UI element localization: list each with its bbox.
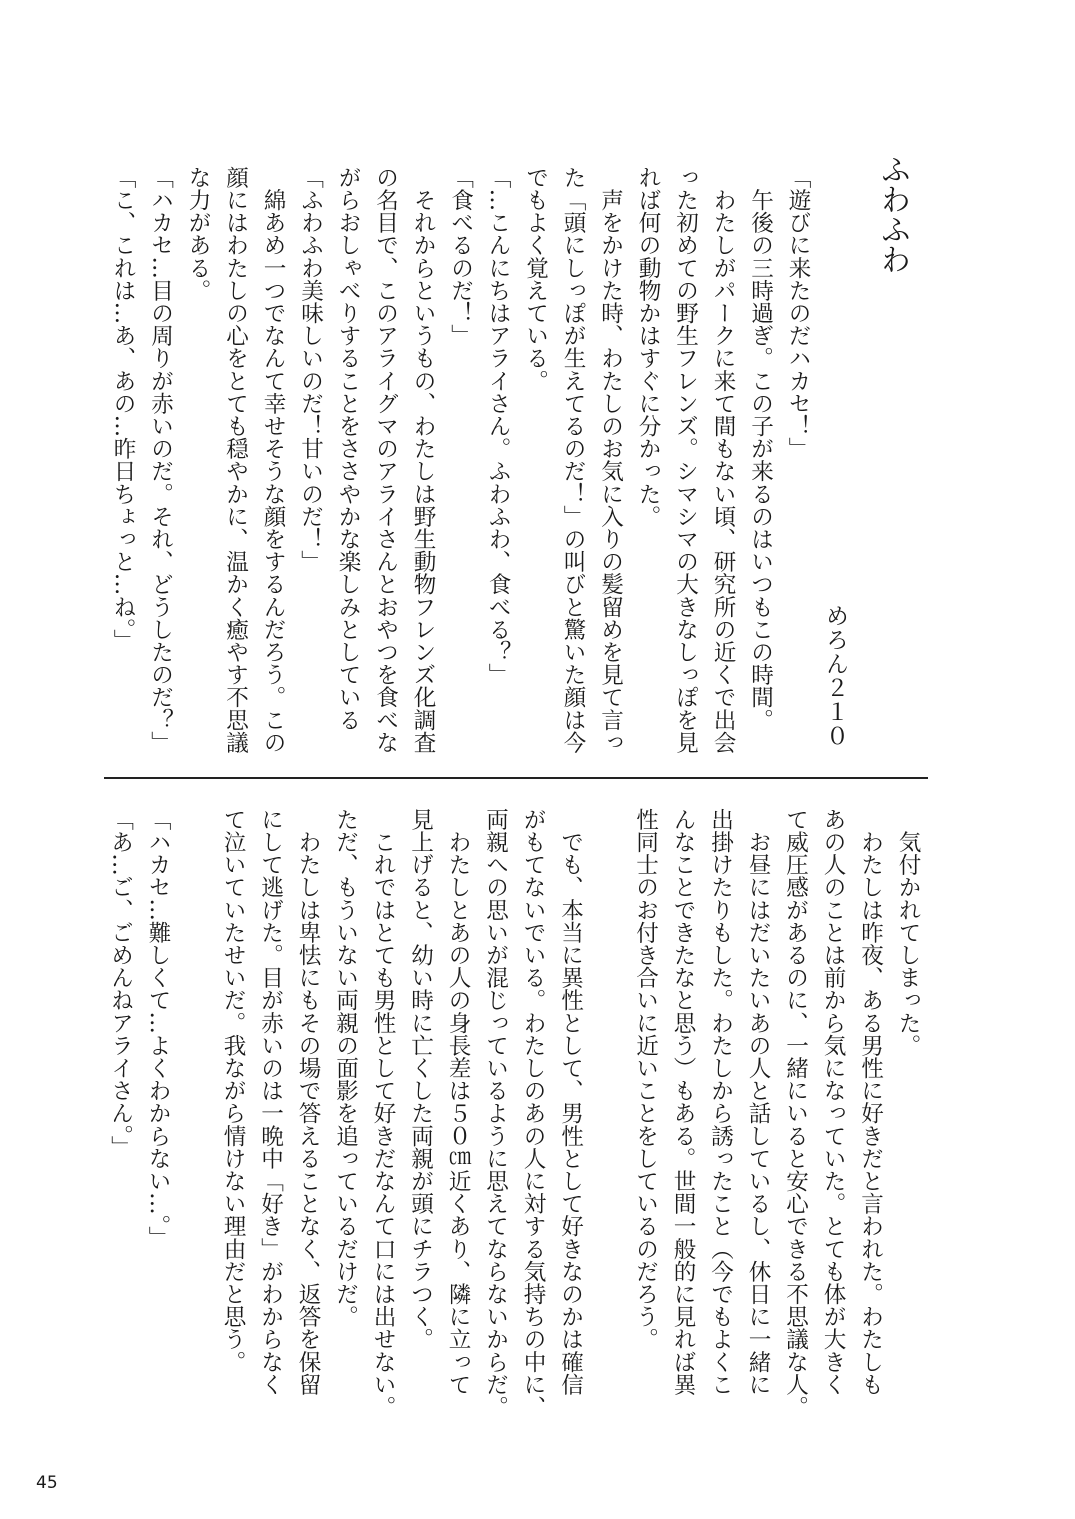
- author-name: めろん２１０: [822, 604, 848, 748]
- text-column: わたしがパークに来て間もない頃、研究所の近くで出会: [710, 166, 736, 754]
- text-block-upper: [104, 166, 817, 766]
- text-column: わたしは昨夜、ある男性に好きだと言われた。わたしも: [857, 808, 884, 1396]
- text-block-lower: [101, 808, 926, 1419]
- blank-column: [589, 808, 627, 1408]
- text-column: 「ふわふわ美味しいのだ！甘いのだ！」: [297, 166, 324, 573]
- page-number: 45: [36, 1473, 58, 1493]
- text-column: 「ハカセ…難しくて…よくわからない…。」: [145, 808, 171, 1249]
- text-column: でもよく覚えている。: [522, 166, 549, 392]
- text-column: これではとても男性として好きだなんて口には出せない。: [370, 808, 396, 1419]
- text-column: がらおしゃべりすることをささやかな楽しみとしている: [335, 166, 361, 731]
- story-title: ふわふわ: [875, 154, 910, 274]
- text-column: 綿あめ一つでなんて幸せそうな顔をするんだろう。この: [260, 166, 286, 754]
- blank-column: [176, 808, 214, 1408]
- text-column: た「頭にしっぽが生えてるのだ！」の叫びと驚いた顔は今: [560, 166, 586, 754]
- text-column: て泣いていたせいだ。我ながら情けない理由だと思う。: [220, 808, 246, 1373]
- text-column: がもてないでいる。わたしのあの人に対する気持ちの中に、: [520, 808, 546, 1419]
- text-column: 「ハカセ…目の周りが赤いのだ。それ、どうしたのだ？」: [147, 166, 174, 754]
- section-divider: [104, 777, 928, 779]
- text-column: 気付かれてしまった。: [895, 808, 921, 1057]
- text-column: 午後の三時過ぎ。この子が来るのはいつもこの時間。: [747, 166, 774, 731]
- text-column: んなことできたなと思う）もある。世間一般的に見れば異: [670, 808, 696, 1396]
- text-column: あの人のことは前から気になっていた。とても体が大きく: [820, 808, 846, 1396]
- text-column: ただ、もういない両親の面影を追っているだけだ。: [332, 808, 359, 1328]
- text-column: 「遊びに来たのだハカセ！」: [785, 166, 811, 460]
- text-column: にして逃げた。目が赤いのは一晩中「好き」がわからなく: [257, 808, 284, 1396]
- text-column: て威圧感があるのに、一緒にいると安心できる不思議な人。: [782, 808, 809, 1419]
- text-column: 「こ、これは…あ、あの…昨日ちょっと…ね。」: [110, 166, 136, 652]
- text-column: れば何の動物かはすぐに分かった。: [635, 166, 661, 528]
- text-column: でも、本当に異性として、男性として好きなのかは確信: [557, 808, 584, 1396]
- text-column: 性同士のお付き合いに近いことをしているのだろう。: [632, 808, 659, 1351]
- text-column: 見上げると、幼い時に亡くした両親が頭にチラつく。: [407, 808, 434, 1351]
- text-column: 顔にはわたしの心をとても穏やかに、温かく癒やす不思議: [222, 166, 249, 754]
- text-column: わたしとあの人の身長差は５０㎝近くあり、隣に立って: [445, 808, 471, 1396]
- text-column: お昼にはだいたいあの人と話しているし、休日に一緒に: [745, 808, 771, 1396]
- text-column: 「食べるのだ！」: [447, 166, 474, 347]
- text-column: 「あ…ご、ごめんねアライさん。」: [107, 808, 134, 1159]
- text-column: わたしは卑怯にもその場で答えることなく、返答を保留: [295, 808, 321, 1396]
- text-column: った初めての野生フレンズ。シマシマの大きなしっぽを見: [672, 166, 699, 754]
- text-column: それからというもの、わたしは野生動物フレンズ化調査: [410, 166, 436, 754]
- text-column: 声をかけた時、わたしのお気に入りの髪留めを見て言っ: [597, 166, 624, 754]
- text-column: 出掛けたりもした。わたしから誘ったこと（今でもよくこ: [707, 808, 734, 1396]
- text-column: 「…こんにちはアライさん。ふわふわ、食べる？」: [485, 166, 511, 686]
- text-column: な力がある。: [185, 166, 211, 302]
- text-column: の名目で、このアライグマのアライさんとおやつを食べな: [372, 166, 399, 754]
- text-column: 両親への思いが混じっているように思えてならないからだ。: [482, 808, 509, 1419]
